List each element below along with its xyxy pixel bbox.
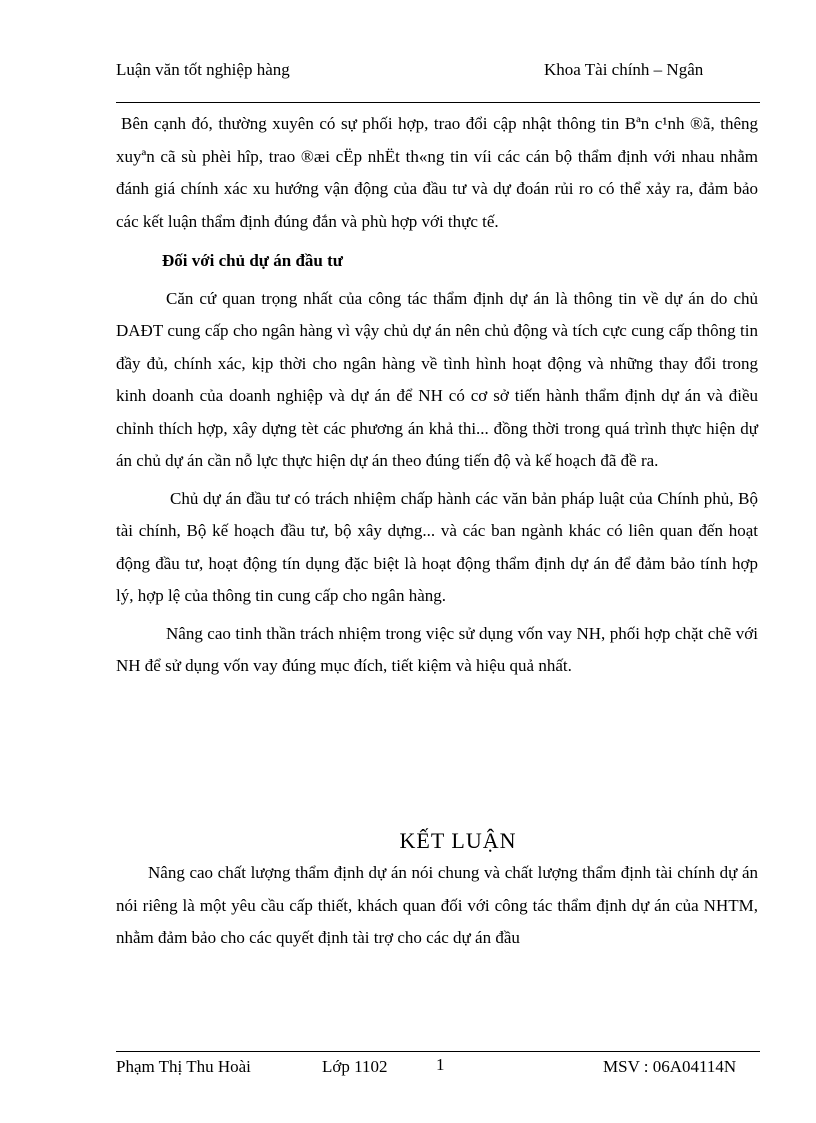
footer-page-number: 1 xyxy=(436,1055,445,1074)
footer-author-name: Phạm Thị Thu Hoài xyxy=(116,1057,251,1076)
paragraph-conclusion: Nâng cao chất lượng thẩm định dự án nói chung và chất lượng thẩm định tài chính dự án nói riêng là một yêu cầu cấp thiết, khách quan đối với công tác thẩm định dự án của NHTM, nhằm đảm bảo cho các quyết định tài trợ cho các dự án đầu xyxy=(116,863,758,947)
paragraph-coordination: Bên cạnh đó, thường xuyên có sự phối hợp, trao đổi cập nhật thông tin Bªn c¹nh ®ã, thêng xuyªn cã sù phèi hîp, trao ®æi cËp nhËt th«ng tin víi các cán bộ thẩm định với nhau nhằm đánh giá chính xác xu hướng vận động của đầu tư và dự đoán rủi ro có thể xảy ra, đảm bảo các kết luận thẩm định đúng đắn và phù hợp với thực tế. xyxy=(116,114,758,231)
footer-class: Lớp 1102 xyxy=(322,1057,388,1076)
paragraph-legal-compliance: Chủ dự án đầu tư có trách nhiệm chấp hành các văn bản pháp luật của Chính phủ, Bộ tài chính, Bộ kế hoạch đầu tư, bộ xây dựng... và các ban ngành khác có liên quan đến hoạt động đầu tư, hoạt động tín dụng đặc biệt là hoạt động thẩm định dự án để đảm bảo tính hợp lý, hợp lệ của thông tin cung cấp cho ngân hàng. xyxy=(116,488,758,605)
header-faculty: Khoa Tài chính – Ngân xyxy=(544,60,704,79)
conclusion-heading: KẾT LUẬN xyxy=(399,828,517,853)
footer-divider xyxy=(116,1051,760,1052)
header-divider xyxy=(116,102,760,103)
paragraph-information-basis: Căn cứ quan trọng nhất của công tác thẩm định dự án là thông tin về dự án do chủ DAĐT cung cấp cho ngân hàng vì vậy chủ dự án nên chủ động và tích cực cung cấp thông tin đầy đủ, chính xác, kịp thời cho ngân hàng về tình hình hoạt động và những thay đổi trong kinh doanh của doanh nghiệp và dự án để NH có cơ sở tiến hành thẩm định dự án và điều chỉnh thích hợp, xây dựng tèt các phương án khả thi... đồng thời trong quá trình thực hiện dự án chủ dự án cần nỗ lực thực hiện dự án theo đúng tiến độ và kế hoạch đã đề ra. xyxy=(116,288,758,470)
header-thesis-title: Luận văn tốt nghiệp hàng xyxy=(116,60,290,79)
conclusion-section xyxy=(116,857,758,955)
footer-student-id: MSV : 06A04114N xyxy=(603,1057,737,1076)
body-section xyxy=(116,108,758,683)
paragraph-loan-responsibility: Nâng cao tinh thần trách nhiệm trong việc sử dụng vốn vay NH, phối hợp chặt chẽ với NH để sử dụng vốn vay đúng mục đích, tiết kiệm và hiệu quả nhất. xyxy=(116,623,758,675)
subheading-project-owner: Đối với chủ dự án đầu tư xyxy=(162,251,343,270)
